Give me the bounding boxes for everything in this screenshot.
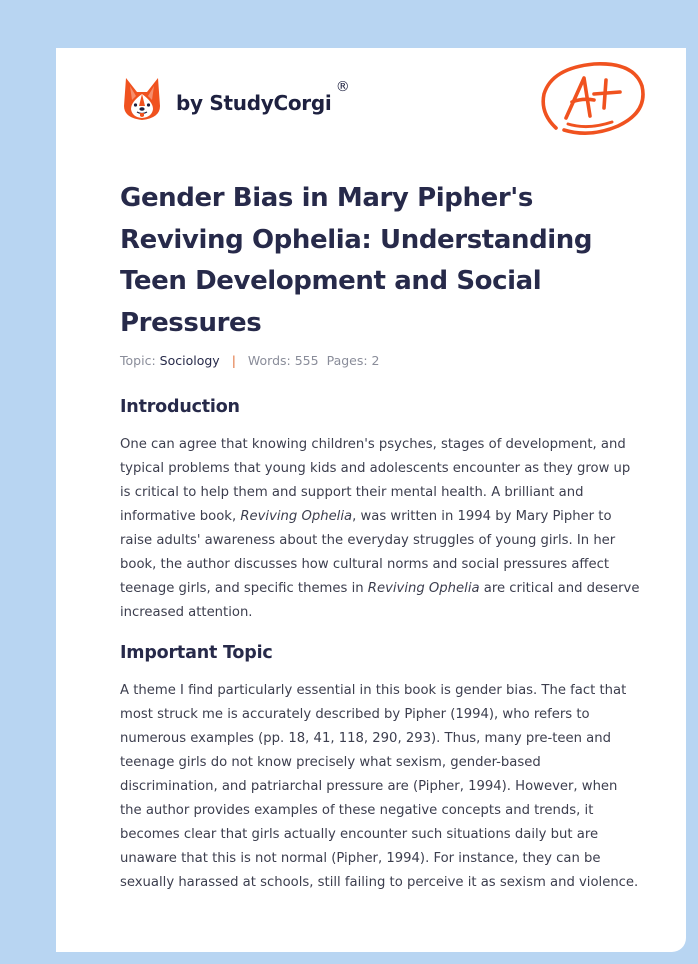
paragraph-text: are critical and deserve increased attention. — [120, 581, 640, 620]
a-plus-grade-icon — [538, 58, 648, 140]
brand-name[interactable] — [176, 79, 350, 115]
corgi-logo-icon[interactable] — [122, 76, 162, 122]
document-card — [56, 48, 686, 952]
section-heading-important-topic: Important Topic — [120, 643, 273, 663]
important-topic-paragraph: A theme I find particularly essential in this book is gender bias. The fact that most struck me is accurately described by Pipher (1994), who refers to numerous examples (pp. 18, 41, 118, 290, 293). Thus, many pre-teen and teenage girls do not know precisely what sexism, gender-based discrimination, and patriarchal pressure are (Pipher, 1994). However, when the author provides examples of these negative concepts and trends, it becomes clear that girls actually encounter such situations daily but are unaware that this is not normal (Pipher, 1994). For instance, they can be sexually harassed at schools, still failing to perceive it as sexism and violence. — [120, 683, 639, 890]
meta-separator: | — [231, 353, 236, 368]
book-title-italic: Reviving Ophelia — [240, 509, 353, 524]
registered-mark: ® — [335, 79, 350, 95]
word-count: Words: 555 — [247, 353, 319, 368]
topic-link[interactable]: Sociology — [159, 353, 220, 368]
document-meta — [120, 353, 380, 368]
section-heading-introduction: Introduction — [120, 397, 240, 417]
page-title: Gender Bias in Mary Pipher's Reviving Ophelia: Understanding Teen Development and Social Pressures — [120, 183, 593, 338]
topic-label: Topic: — [120, 353, 156, 368]
book-title-italic: Reviving Ophelia — [367, 581, 480, 596]
introduction-paragraph — [120, 433, 640, 625]
brand-name-text: by StudyCorgi — [176, 91, 332, 115]
paragraph-text: , was written in 1994 by Mary Pipher to raise adults' awareness about the everyday struggles of young girls. In her book, the author discusses how cultural norms and social pressures affect teenage girls, and specific themes in — [120, 509, 616, 596]
paragraph-text: One can agree that knowing children's psyches, stages of development, and typical problems that young kids and adolescents encounter as they grow up is critical to help them and support their mental health. A brilliant and informative book, — [120, 437, 631, 524]
header — [122, 74, 350, 124]
page-count: Pages: 2 — [326, 353, 380, 368]
